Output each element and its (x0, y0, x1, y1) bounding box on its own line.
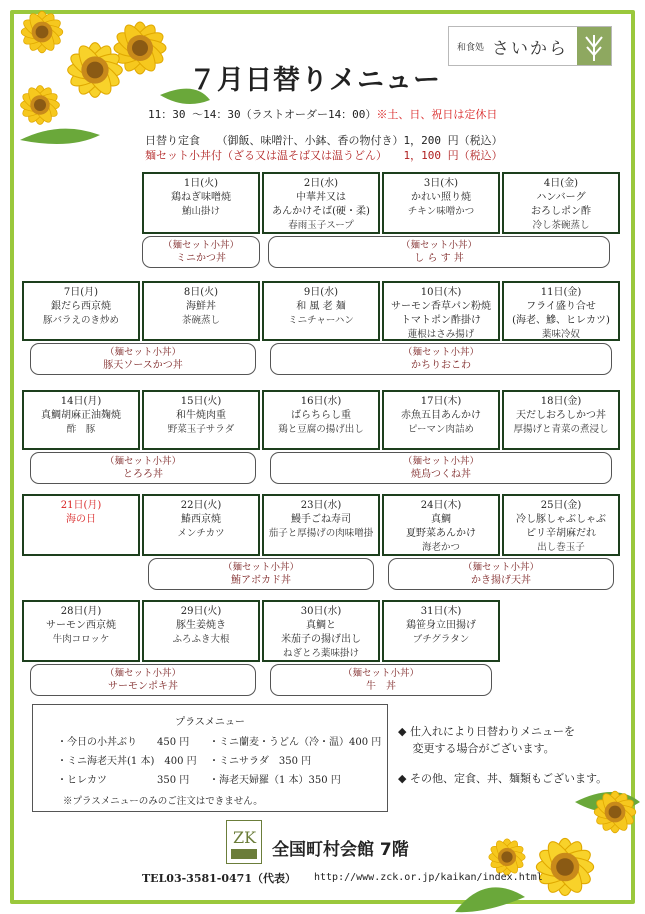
noodle-set-dish: 焼鳥つくね丼 (411, 469, 471, 480)
noodle-set-box (270, 452, 612, 484)
noodle-set-dish: とろろ丼 (123, 469, 163, 480)
dish-name: 真鯛胡麻正油麹焼 (41, 410, 121, 421)
day-date: 18日(金) (540, 396, 582, 407)
dish-name: 鶏笹身立田揚げ (406, 620, 476, 631)
plus-menu-item: ・ミニ海老天丼(1 本) 400 円 (57, 756, 197, 767)
dish-name: 中華丼又は (296, 192, 346, 203)
dish-name: 出し巻玉子 (537, 542, 585, 553)
dish-name: 海鮮丼 (186, 301, 216, 312)
dish-name: 野菜玉子サラダ (167, 424, 235, 435)
day-date: 29日(火) (180, 606, 222, 617)
day-cell (142, 494, 260, 556)
day-date: 31日(木) (420, 606, 462, 617)
dish-name: チキン味噌かつ (407, 206, 475, 217)
dish-name: 真鯛と (306, 620, 336, 631)
day-date: 1日(火) (183, 178, 219, 189)
noodle-set-label: （麺セット小丼） (402, 347, 479, 358)
dish-name: 米茄子の揚げ出し (281, 634, 361, 645)
day-cell (142, 600, 260, 662)
day-date: 8日(火) (183, 287, 219, 298)
dish-name: トマトポン酢掛け (401, 315, 481, 326)
dish-name: 銀だら西京焼 (51, 301, 111, 312)
day-cell (502, 172, 620, 234)
dish-name: かれい照り焼 (411, 192, 471, 203)
noodle-set-box (270, 664, 492, 696)
noodle-set-label: （麺セット小丼） (402, 456, 479, 467)
venue-name: 全国町村会館 7階 (272, 840, 409, 860)
dish-name: 真鯛 (431, 514, 451, 525)
dish-name: 薬味冷奴 (541, 329, 580, 340)
dish-name: メンチカツ (177, 528, 225, 539)
dish-name: サーモン香草パン粉焼 (391, 301, 491, 312)
plus-menu-item: ・今日の小丼ぶり 450 円 (57, 737, 190, 748)
noodle-set-label: （麺セット小丼） (104, 668, 181, 679)
dish-name: ブチグラタン (412, 634, 470, 645)
day-cell (142, 390, 260, 450)
dish-name: 酢 豚 (66, 424, 96, 435)
plus-menu-item: ・ミニサラダ 350 円 (209, 756, 312, 767)
noodle-set-box (30, 452, 256, 484)
day-cell (382, 390, 500, 450)
dish-name: 和 風 老 麺 (296, 301, 346, 312)
dish-name: 茄子と厚揚げの肉味噌掛 (268, 528, 374, 539)
dish-name: 茶碗蒸し (181, 315, 220, 326)
day-cell (262, 600, 380, 662)
day-cell (382, 172, 500, 234)
day-date: 9日(水) (303, 287, 339, 298)
dish-name: 赤魚五目あんかけ (401, 410, 481, 421)
website-link[interactable]: http://www.zck.or.jp/kaikan/index.html (314, 872, 543, 883)
day-cell (22, 600, 140, 662)
dish-name: 海老かつ (421, 542, 460, 553)
noodle-set-box (142, 236, 260, 268)
day-date: 28日(月) (60, 606, 102, 617)
dish-name: 厚揚げと青菜の煮浸し (513, 424, 609, 435)
noodle-set-label: （麺セット小丼） (462, 562, 539, 573)
noodle-set-price-line: 麺セット小丼付（ざる又は温そば又は温うどん） 1，100 円（税込） (145, 149, 503, 162)
set-price-line: 日替り定食 （御飯、味噌汁、小鉢、香の物付き）1，200 円（税込） (145, 134, 503, 147)
noodle-set-box (388, 558, 614, 590)
noodle-set-dish: ミニかつ丼 (176, 253, 226, 264)
day-date: 22日(火) (180, 500, 222, 511)
day-cell (502, 494, 620, 556)
noodle-set-dish: 牛 丼 (366, 681, 396, 692)
day-cell (22, 494, 140, 556)
dish-name: 牛肉コロッケ (52, 634, 110, 645)
dish-name: 豚バラえのき炒め (42, 315, 119, 326)
day-cell (382, 494, 500, 556)
wheat-logo-icon (577, 27, 611, 65)
zck-logo-icon (226, 820, 262, 864)
noodle-set-dish: かき揚げ天丼 (471, 575, 531, 586)
day-date: 16日(水) (300, 396, 342, 407)
day-cell (142, 281, 260, 341)
note-line: 変更する場合がございます。 (398, 742, 555, 755)
day-date: 24日(木) (420, 500, 462, 511)
day-date: 7日(月) (63, 287, 99, 298)
day-cell (382, 281, 500, 341)
dish-name: 春雨玉子スープ (288, 220, 354, 231)
day-date: 21日(月) (60, 500, 102, 511)
day-date: 4日(金) (543, 178, 579, 189)
dish-name: 鰆西京焼 (181, 514, 221, 525)
noodle-set-dish: 鮪アボカド丼 (231, 575, 291, 586)
hours-text: 11：30 〜14：30（ラストオーダー14：00） (148, 108, 377, 121)
logo-prefix: 和食処 (457, 42, 485, 53)
dish-name: 鶏ねぎ味噌焼 (171, 192, 231, 203)
dish-name: ミニチャーハン (288, 315, 354, 326)
noodle-set-dish: 豚天ソースかつ丼 (103, 360, 183, 371)
noodle-set-label: （麺セット小丼） (222, 562, 299, 573)
noodle-set-dish: サーモンポキ丼 (108, 681, 178, 692)
noodle-set-box (268, 236, 610, 268)
plus-menu-item: ・海老天婦羅（1 本）350 円 (209, 775, 341, 786)
day-cell (262, 390, 380, 450)
day-cell (502, 390, 620, 450)
dish-name: 夏野菜あんかけ (406, 528, 476, 539)
note-line: ◆ その他、定食、丼、麺類もございます。 (398, 772, 608, 785)
day-date: 2日(水) (303, 178, 339, 189)
day-cell (262, 172, 380, 234)
svg-text:ZK: ZK (233, 828, 257, 847)
dish-name: 蓮根はさみ揚げ (407, 329, 475, 340)
dish-name: ピリ辛胡麻だれ (526, 528, 596, 539)
day-date: 23日(水) (300, 500, 342, 511)
dish-name: サーモン西京焼 (46, 620, 116, 631)
day-date: 30日(水) (300, 606, 342, 617)
day-cell (502, 281, 620, 341)
plus-menu-title: プラスメニュー (175, 717, 245, 728)
noodle-set-box (270, 343, 612, 375)
dish-name: 冷し豚しゃぶしゃぶ (516, 514, 606, 525)
closed-days: ※土、日、祝日は定休日 (376, 108, 498, 121)
noodle-set-box (30, 664, 256, 696)
dish-name: ピーマン肉詰め (407, 424, 475, 435)
dish-name: (海老、鰺、ヒレカツ) (512, 315, 610, 326)
plus-menu-box (32, 704, 388, 812)
plus-menu-note: ※プラスメニューのみのご注文はできません。 (63, 796, 263, 807)
dish-name: ふろふき大根 (172, 634, 230, 645)
business-hours (148, 106, 497, 122)
dish-name: ハンバーグ (536, 192, 586, 203)
page-title: ７月日替りメニュー (189, 65, 441, 96)
day-date: 25日(金) (540, 500, 582, 511)
day-cell (22, 390, 140, 450)
day-date: 15日(火) (180, 396, 222, 407)
dish-name: 和牛焼肉重 (176, 410, 226, 421)
day-cell (22, 281, 140, 341)
dish-name: 海の日 (66, 514, 96, 525)
plus-menu-item: ・ヒレカツ 350 円 (57, 775, 190, 786)
dish-name: 天だしおろしかつ丼 (516, 410, 606, 421)
day-cell (262, 494, 380, 556)
noodle-set-label: （麺セット小丼） (400, 240, 477, 251)
dish-name: 鶏と豆腐の揚げ出し (278, 424, 364, 435)
day-cell (262, 281, 380, 341)
noodle-set-box (30, 343, 256, 375)
noodle-set-label: （麺セット小丼） (342, 668, 419, 679)
phone-number: TEL03-3581-0471（代表） (142, 872, 296, 885)
dish-name: ばらちらし重 (291, 410, 351, 421)
day-date: 14日(月) (60, 396, 102, 407)
dish-name: 豚生姜焼き (176, 620, 226, 631)
noodle-set-label: （麺セット小丼） (162, 240, 239, 251)
plus-menu-item: ・ミニ蘭麦・うどん（冷・温）400 円 (209, 737, 382, 748)
noodle-set-dish: し ら す 丼 (414, 253, 464, 264)
dish-name: ねぎとろ薬味掛け (282, 648, 359, 659)
noodle-set-label: （麺セット小丼） (104, 456, 181, 467)
day-date: 10日(木) (420, 287, 462, 298)
dish-name: フライ盛り合せ (526, 301, 596, 312)
dish-name: 冷し茶碗蒸し (532, 220, 590, 231)
day-cell (142, 172, 260, 234)
note-line: ◆ 仕入れにより日替わりメニューを (398, 725, 575, 738)
dish-name: 鮪山掛け (181, 206, 220, 217)
logo-name: さいから (492, 38, 569, 59)
day-date: 11日(金) (540, 287, 582, 298)
dish-name: あんかけそば(硬・柔) (272, 206, 370, 217)
noodle-set-dish: かちりおこわ (411, 360, 471, 371)
noodle-set-box (148, 558, 374, 590)
day-date: 3日(木) (423, 178, 459, 189)
dish-name: 鰻手ごね寿司 (291, 514, 351, 525)
day-date: 17日(木) (420, 396, 462, 407)
noodle-set-label: （麺セット小丼） (104, 347, 181, 358)
dish-name: おろしポン酢 (531, 206, 591, 217)
day-cell (382, 600, 500, 662)
